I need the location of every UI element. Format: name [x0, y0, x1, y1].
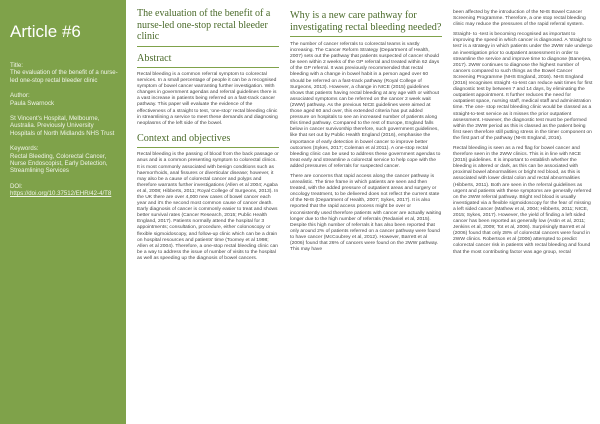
- sidebar-title-block: [10, 62, 118, 84]
- author-value: Paula Swarnock: [10, 99, 55, 107]
- care-pathway-para-2: There are concerns that rapid access along the cancer pathway is unrealistic. The time frame in which patients are seen and then treated, with the added pressure of outpatient areas and surgery or oncology treatment, to be delivered does not reflect the current state of the NHS (Department of Health, 2007; Sykes, 2017). It is also reported that the rapid access process might be over or inconsistently used therefore patients with cancer are actually waiting longer due to the high number of referrals (Redaniel et al, 2015). Despite this high number of referrals it has also been reported that only around 2% of patients referred on a cancer pathway were found to have cancer (McCoubrey et al, 2012). However, Barrett et al (2006) found that 26% of cancers were found on the 2WW pathway. This may have: [290, 173, 442, 253]
- article-title: The evaluation of the benefit of a nurse-led one-stop rectal bleeder clinic: [137, 8, 279, 47]
- section-heading-care-pathway: Why is a new care pathway for investigating rectal bleeding needed?: [290, 10, 442, 37]
- doi-link[interactable]: https://doi.org/10.37512/EHR/42-4/T8: [10, 190, 112, 198]
- abstract-heading: Abstract: [137, 53, 279, 69]
- column-3: [453, 10, 593, 260]
- abstract-text: Rectal bleeding is a common referral symptom to colorectal services. In a small percentage of people it can be a recognised symptom of bowel cancer warranting further investigation. With changes in government agendas and referral guidelines there is a vast increase in patients being referred on a fast-track cancer pathway. This paper will evaluate the evidence of the effectiveness of a straight to test, 'one-stop' rectal bleeding clinic in streamlining a service to meet these demands and diagnosing neoplasms of the left side of the bowel.: [137, 72, 278, 126]
- care-pathway-para-1: The number of cancer referrals to colorectal teams is vastly increasing. The Cancer Reform Strategy (Department of Health, 2007) sets out the pathway that patients suspected of cancer should be seen within 2 weeks of the GP referral and treated within 62 days of the GP referral. It was previously recommended that rectal bleeding with a change in bowel habit in a person aged over 60 should be referred on a fast-track pathway (Royal College of Surgeons, 2013). However, a change in NICE (2015) guidelines shows that patients having rectal bleeding at any age with or without associated symptoms can be referred on the cancer 2 week wait (2WW) pathway. As the previous NICE guidelines were aimed at those aged 60 and over, this extended criteria has put added pressure on hospitals to see an increased number of patients along this timed pathway. Compared to the rest of Europe, England falls below in cancer survivorship therefore, such government guidelines, like that set out by Public Health England (2016), emphasise the importance of early detection in bowel cancer to improve better outcomes (Sykes, 2017; Coleman et al 2011). A one-stop rectal bleeding clinic can be used to address these government agendas to treat early and streamline a colorectal service to help cope with the added pressures of referrals for suspected cancer.: [290, 42, 441, 169]
- article-number: Article #6: [10, 22, 81, 41]
- col3-para-3: Rectal bleeding is seen as a red flag for bowel cancer and therefore seen in the 2WW clinics. This is in line with NICE (2015) guidelines. It is important to establish whether the bleeding is altered or dark, as this can be associated with proximal bowel abnormalities or bright red blood, as this is associated with lower distal colon and rectal abnormalities (Hibberts, 2011). Both are seen in the referral guidelines as urgent and patients with these symptoms are generally referred on the 2WW referral pathway. Bright red blood is usually investigated via a flexible sigmoidoscopy for the fear of missing a left sided cancer (Mathew et al, 2004; Hibberts, 2011; NICE, 2015; Sykes, 2017). However, the yield of finding a left sided cancer has been reported as generally low (Astin et al, 2011; Jenkins et al, 2009; Tot et al, 2006). Surprisingly Barrett et al (2006) found that only 28% of colorectal cancers were found in 2WW clinics. Robertson et al (2006) attempted to predict colorectal cancer risk in patients with rectal bleeding and found that the most contributing factor was age group, rectal: [453, 145, 592, 255]
- author-label: Author:: [10, 92, 30, 100]
- keywords-label: Keywords:: [10, 145, 39, 153]
- col3-para-2: Straight- to -test is becoming recognised as important to improving the speed in which cancer is diagnosed. A 'straight to test' is a strategy in which patients under the 2WW rule undergo an investigation prior to outpatient assessment in order to streamline the service and improve time to diagnose (Banerjea, 2017). 2WW continues to diagnose the highest number of cancers compared to such things as the Bowel Cancer Screening Programme (NHS England, 2016). NHS England (2016) recognises straight -to-test can reduce wait times for first diagnostic test by between 7 and 14 days, by eliminating the outpatient appointment. It further reduces the need for outpatient space, nursing staff, medical staff and administration time. The one- stop rectal bleeding clinic would be classed as a straight-to-test service as it misses the prior outpatient assessment. However, the diagnostic test must be performed within the 2WW period as this is classed as the patient being first seen therefore still putting stress in the timer component on the first part of the pathway (NHS England, 2016).: [453, 32, 593, 141]
- title-label: Title:: [10, 62, 23, 69]
- sidebar-author-block: [10, 92, 118, 107]
- context-heading: Context and objectives: [137, 133, 279, 149]
- affiliation: St Vincent's Hospital, Melbourne, Australia. Previously University Hospitals of North Midlands NHS Trust: [10, 115, 115, 137]
- sidebar-keywords-block: [10, 145, 118, 175]
- sidebar-affiliation-block: [10, 115, 118, 137]
- doi-label: DOI:: [10, 182, 23, 190]
- column-2: [290, 10, 442, 257]
- title-value: The evaluation of the benefit of a nurse-led one-stop rectal bleeder clinic: [10, 69, 118, 84]
- sidebar-doi-block: [10, 183, 118, 198]
- sidebar: [0, 0, 126, 424]
- context-text: Rectal bleeding is the passing of blood from the back passage or anus and is a common presenting symptom to colorectal clinics. It is most commonly associated with benign conditions such as haemorrhoids, anal fissures or diverticular disease; however, it may also be a cause of colorectal cancer and polyps and therefore warrants further investigations (Allen et al 2004; Agaba et al, 2008; Hibberts, 2011; Royal College of Surgeons, 2013). In the UK there are over 4,000 new cases of bowel cancer each year and it's the second most common cause of cancer death. Early diagnosis of cancer is commonly easier to treat and shows better survival rates (Cancer Research, 2015; Public Health England, 2017). Patients normally attend the hospital for 3 appointments; consultation, procedure, either colonoscopy or flexible sigmoidoscopy, and follow-up clinic which can be a drain on hospital resources and patients' time (Toomey et al 1998; Allen et al 2004). Therefore, a one-stop rectal bleeding clinic can be a way to address the issue of number of visits to the hospital as well as speeding up the diagnosis of bowel cancers.: [137, 152, 279, 261]
- col3-para-1: been affected by the introduction of the NHS Bowel Cancer Screening Programme. Therefore, a one stop rectal bleeding clinic may reduce the pressures of the rapid referral system.: [453, 10, 586, 28]
- keywords-value: Rectal Bleeding, Colorectal Cancer, Nurse Endoscopist, Early Detection, Streamlining Services: [10, 152, 108, 175]
- column-1: [137, 8, 279, 266]
